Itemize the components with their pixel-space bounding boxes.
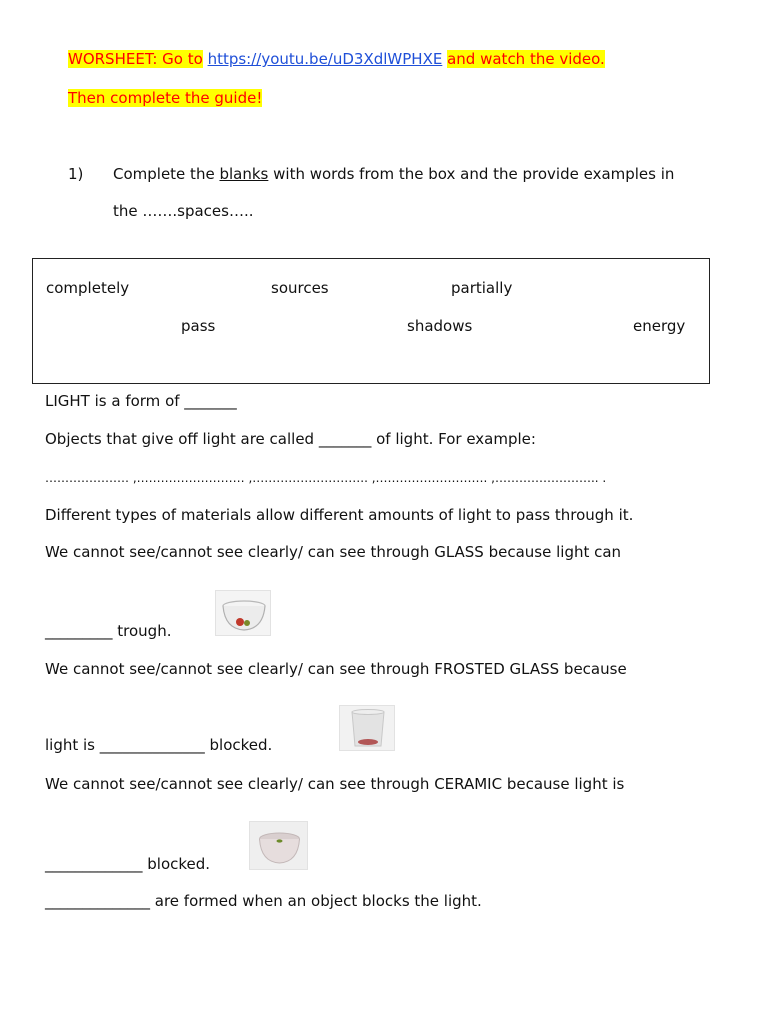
glass-question: We cannot see/cannot see clearly/ can see through GLASS because light can [45, 543, 622, 561]
worksheet-title-suffix: and watch the video. [447, 50, 605, 68]
examples-dotted-line: ………………… ,……………………… ,……………………….. ,………………………. ,…………………….. . [45, 471, 607, 485]
ceramic-question: We cannot see/cannot see clearly/ can see through CERAMIC because light is [45, 775, 625, 793]
question-text-a: Complete the [113, 165, 215, 183]
word-bank-item: pass [181, 317, 216, 335]
frosted-glass-blank-line: light is ______________ blocked. [45, 736, 273, 754]
frosted-glass-image [339, 705, 395, 751]
frosted-glass-question: We cannot see/cannot see clearly/ can see through FROSTED GLASS because [45, 660, 627, 678]
question-number: 1) [68, 165, 84, 183]
video-link[interactable]: https://youtu.be/uD3XdlWPHXE [207, 50, 443, 68]
glass-blank-line: _________ trough. [45, 622, 172, 640]
word-bank-item: sources [271, 279, 329, 297]
ceramic-bowl-image [249, 821, 308, 870]
word-bank-box [32, 258, 710, 384]
shadows-statement: ______________ are formed when an object blocks the light. [45, 892, 482, 910]
question-text-b: with words from the box and the provide examples in [273, 165, 675, 183]
worksheet-title-prefix: WORSHEET: Go to [68, 50, 203, 68]
worksheet-instruction-line2 [68, 87, 262, 109]
word-bank-item: completely [46, 279, 130, 297]
fill-in-light-sources: Objects that give off light are called _______ of light. For example: [45, 430, 536, 448]
question-text [113, 163, 674, 185]
ceramic-blank-line: _____________ blocked. [45, 855, 211, 873]
word-bank-item: partially [451, 279, 513, 297]
materials-statement: Different types of materials allow different amounts of light to pass through it. [45, 506, 634, 524]
worksheet-instruction-line1 [68, 48, 605, 70]
question-text-line2: the …….spaces….. [113, 202, 254, 220]
word-bank-item: energy [633, 317, 686, 335]
glass-bowl-image [215, 590, 271, 636]
fill-in-light-energy: LIGHT is a form of _______ [45, 392, 237, 410]
question-text-blanks: blanks [219, 165, 269, 183]
word-bank-item: shadows [407, 317, 473, 335]
worksheet-instruction-text: Then complete the guide! [68, 89, 263, 107]
